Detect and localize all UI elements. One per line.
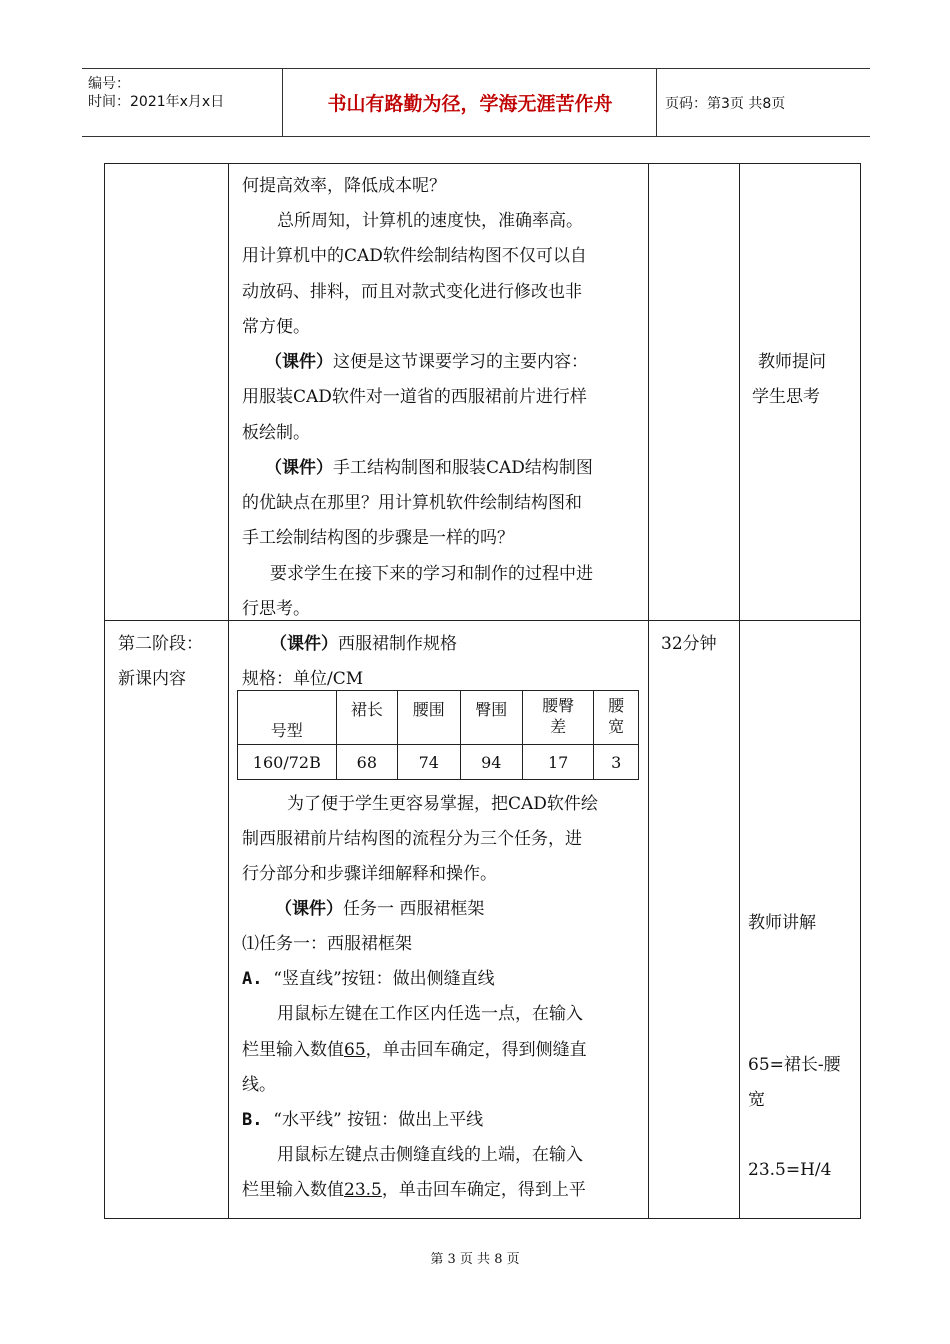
text-line: 栏里输入数值65，单击回车确定，得到侧缝直 (242, 1040, 587, 1060)
spec-cell: 17 (522, 745, 593, 780)
stage-label: 第二阶段： (118, 634, 203, 654)
number-label: 编号： (88, 76, 130, 92)
text-line: 手工绘制结构图的步骤是一样的吗？ (242, 528, 514, 548)
text-line: 线。 (242, 1075, 276, 1095)
courseware-tag: （课件）这便是这节课要学习的主要内容： (265, 352, 588, 372)
note-formula: 65=裙长-腰 (748, 1055, 841, 1075)
time-label: 时间：2021年x月x日 (88, 94, 225, 110)
spec-header: 臀围 (460, 691, 522, 745)
text-line: 行思考。 (242, 599, 310, 619)
text-line: 动放码、排料，而且对款式变化进行修改也非 (242, 282, 582, 302)
text-line: 板绘制。 (242, 423, 310, 443)
spec-header: 号型 (238, 691, 337, 745)
page-indicator: 页码：第3页 共8页 (665, 95, 786, 112)
page-header (82, 68, 870, 137)
spec-header: 腰臀 差 (522, 691, 593, 745)
step-a: A. “竖直线”按钮：做出侧缝直线 (242, 969, 495, 989)
spec-cell: 160/72B (238, 745, 337, 780)
spec-cell: 74 (398, 745, 460, 780)
spec-cell: 94 (460, 745, 522, 780)
text-line: 制西服裙前片结构图的流程分为三个任务，进 (242, 829, 582, 849)
header-meta (82, 69, 283, 136)
text-line: 总所周知，计算机的速度快，准确率高。 (277, 211, 583, 231)
note-formula: 23.5=H/4 (748, 1160, 832, 1180)
page-footer: 第 3 页 共 8 页 (430, 1252, 520, 1267)
note-student-think: 学生思考 (752, 387, 820, 407)
motto: 书山有路勤为径，学海无涯苦作舟 (284, 69, 657, 136)
text-line: 用鼠标左键点击侧缝直线的上端，在输入 (277, 1145, 583, 1165)
task-title: ⑴任务一：西服裙框架 (242, 934, 412, 954)
spec-header: 腰 宽 (594, 691, 639, 745)
stage-label: 新课内容 (118, 669, 186, 689)
spec-cell: 68 (336, 745, 397, 780)
text-line: 栏里输入数值23.5，单击回车确定，得到上平 (242, 1180, 586, 1200)
note-teacher-explain: 教师讲解 (748, 913, 816, 933)
text-line: 的优缺点在那里？用计算机软件绘制结构图和 (242, 493, 582, 513)
text-line: 行分部分和步骤详细解释和操作。 (242, 864, 497, 884)
courseware-tag: （课件）西服裙制作规格 (270, 634, 457, 654)
text-line: 为了便于学生更容易掌握，把CAD软件绘 (287, 794, 598, 814)
text-line: 要求学生在接下来的学习和制作的过程中进 (270, 564, 593, 584)
spec-label: 规格：单位/CM (242, 669, 364, 689)
text-line: 何提高效率，降低成本呢？ (242, 176, 446, 196)
spec-cell: 3 (594, 745, 639, 780)
spec-header: 裙长 (336, 691, 397, 745)
text-line: 用计算机中的CAD软件绘制结构图不仅可以自 (242, 246, 587, 266)
step-b: B. “水平线” 按钮：做出上平线 (242, 1110, 484, 1130)
text-line: 用服装CAD软件对一道省的西服裙前片进行样 (242, 387, 587, 407)
spec-header: 腰围 (398, 691, 460, 745)
courseware-tag: （课件）任务一 西服裙框架 (275, 899, 485, 919)
courseware-tag: （课件）手工结构制图和服装CAD结构制图 (265, 458, 593, 478)
text-line: 常方便。 (242, 317, 310, 337)
text-line: 用鼠标左键在工作区内任选一点，在输入 (277, 1004, 583, 1024)
note-formula: 宽 (748, 1090, 765, 1110)
spec-table (237, 690, 639, 780)
duration: 32分钟 (661, 634, 717, 654)
note-teacher-question: 教师提问 (758, 352, 826, 372)
